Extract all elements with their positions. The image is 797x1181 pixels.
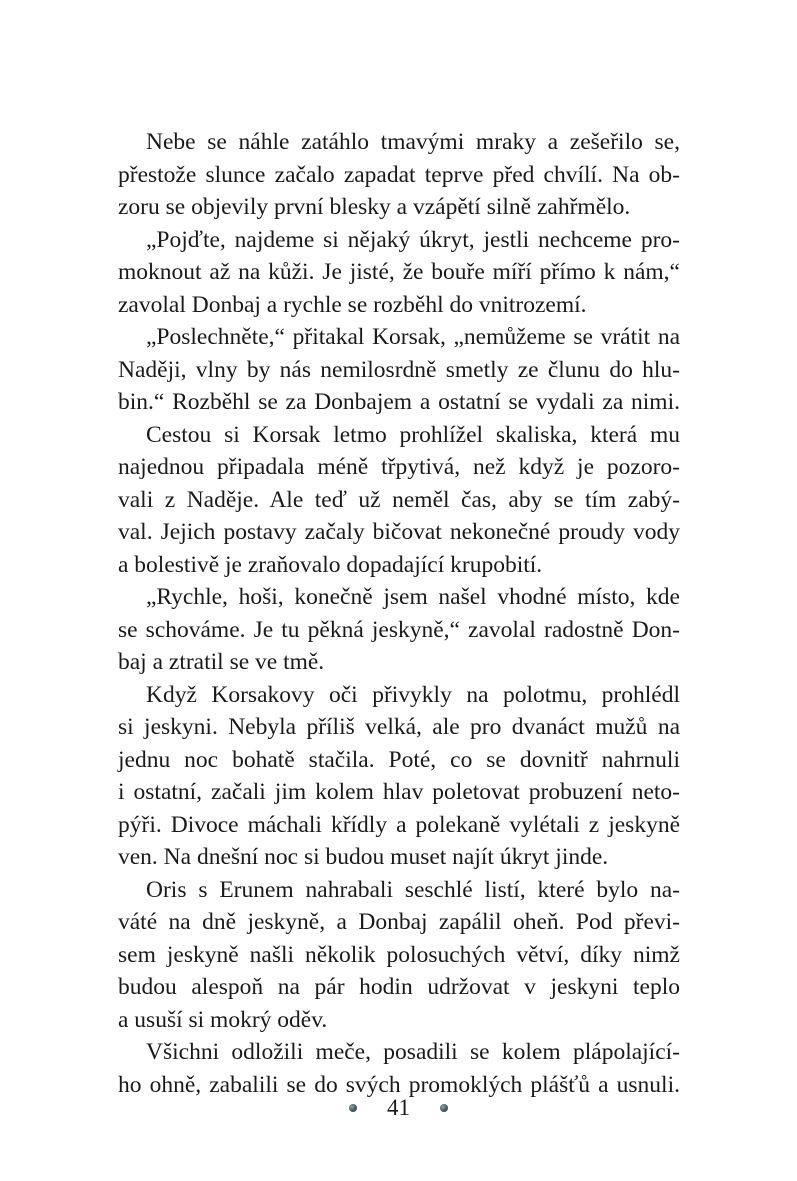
page-number: 41 — [387, 1095, 410, 1120]
text-line: Všichni odložili meče, posadili se kolem plápolající- — [146, 1039, 680, 1065]
bullet-ornament-icon — [440, 1104, 448, 1112]
page-footer — [0, 1092, 797, 1124]
text-line: budou alespoň na pár hodin udržovat v jeskyni teplo — [118, 974, 680, 1000]
text-line: baj a ztratil se ve tmě. — [118, 649, 325, 675]
text-line: a usuší si mokrý oděv. — [118, 1006, 328, 1033]
text-line: si jeskyni. Nebyla příliš velká, ale pro dvanáct mužů na — [118, 714, 680, 740]
bullet-ornament-icon — [349, 1104, 357, 1112]
text-line: jednu noc bohatě stačila. Poté, co se dovnitř nahrnuli — [118, 746, 680, 773]
text-line: i ostatní, začali jim kolem hlav poletovat probuzení neto- — [118, 779, 680, 805]
text-line: najednou připadala méně třpytivá, než když je pozoro- — [118, 454, 680, 480]
text-line: a bolestivě je zraňovalo dopadající krupobití. — [118, 551, 543, 578]
text-line: pýři. Divoce máchali křídly a polekaně vylétali z jeskyně — [118, 811, 680, 838]
text-line: Naději, vlny by nás nemilosrdně smetly ze člunu do hlu- — [118, 356, 680, 383]
text-line: „Poslechněte,“ přitakal Korsak, „nemůžeme se vrátit na — [146, 324, 680, 350]
text-line: se schováme. Je tu pěkná jeskyně,“ zavolal radostně Don- — [118, 616, 680, 643]
text-line: zavolal Donbaj a rychle se rozběhl do vnitrozemí. — [118, 291, 587, 318]
text-line: sem jeskyně našli několik polosuchých větví, díky nimž — [118, 941, 680, 968]
text-line: Cestou si Korsak letmo prohlížel skaliska, která mu — [146, 421, 680, 448]
text-line: „Rychle, hoši, konečně jsem našel vhodné místo, kde — [146, 584, 680, 610]
text-line: Oris s Erunem nahrabali seschlé listí, které bylo na- — [146, 876, 680, 903]
text-line: „Pojďte, najdeme si nějaký úkryt, jestli nechceme pro- — [146, 226, 680, 253]
text-line: val. Jejich postavy začaly bičovat nekonečné proudy vody — [118, 519, 680, 545]
text-line: Nebe se náhle zatáhlo tmavými mraky a zešeřilo se, — [146, 129, 680, 155]
text-line: zoru se objevily první blesky a vzápětí silně zahřmělo. — [118, 194, 631, 220]
text-line: moknout až na kůži. Je jisté, že bouře míří přímo k nám,“ — [118, 259, 680, 285]
text-line: vali z Naděje. Ale teď už neměl čas, aby se tím zabý- — [118, 486, 680, 513]
text-line: přestože slunce začalo zapadat teprve před chvílí. Na ob- — [118, 161, 680, 188]
text-line: ven. Na dnešní noc si budou muset najít úkryt jinde. — [118, 844, 609, 870]
body-text — [118, 126, 680, 1101]
text-line: váté na dně jeskyně, a Donbaj zapálil oheň. Pod převi- — [118, 909, 680, 935]
text-line: ho ohně, zabalili se do svých promoklých plášťů a usnuli. — [118, 1071, 680, 1098]
text-line: bin.“ Rozběhl se za Donbajem a ostatní se vydali za nimi. — [118, 389, 680, 415]
text-line: Když Korsakovy oči přivykly na polotmu, prohlédl — [146, 681, 680, 708]
